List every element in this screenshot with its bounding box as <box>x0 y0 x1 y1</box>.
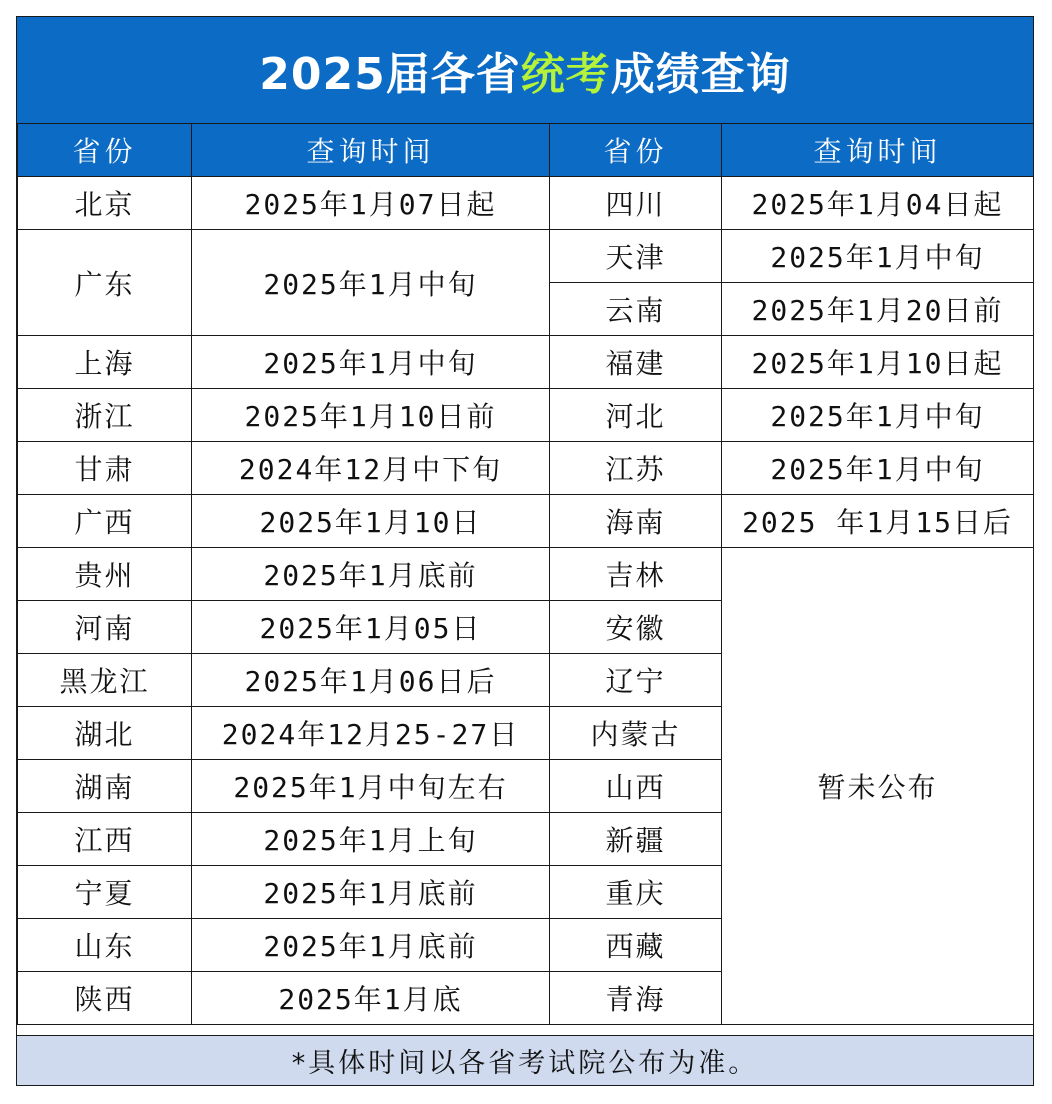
province-cell: 安徽 <box>550 601 722 654</box>
header-province-left: 省份 <box>18 124 192 177</box>
time-cell: 2025年1月底 <box>192 972 550 1025</box>
time-cell: 2025年1月中旬 <box>722 230 1034 283</box>
province-cell: 浙江 <box>18 389 192 442</box>
province-cell: 云南 <box>550 283 722 336</box>
province-cell: 湖北 <box>18 707 192 760</box>
table-row <box>18 177 1034 230</box>
header-time-left: 查询时间 <box>192 124 550 177</box>
province-cell: 广东 <box>18 230 192 336</box>
time-cell: 2025年1月07日起 <box>192 177 550 230</box>
province-cell: 河南 <box>18 601 192 654</box>
time-cell: 2025年1月底前 <box>192 919 550 972</box>
table-row <box>18 389 1034 442</box>
time-cell: 2025 年1月15日后 <box>722 495 1034 548</box>
province-cell: 上海 <box>18 336 192 389</box>
footnote: *具体时间以各省考试院公布为准。 <box>17 1035 1033 1085</box>
province-cell: 青海 <box>550 972 722 1025</box>
time-cell: 2024年12月25-27日 <box>192 707 550 760</box>
time-cell: 2025年1月中旬 <box>722 442 1034 495</box>
time-cell: 2025年1月10日前 <box>192 389 550 442</box>
province-cell: 四川 <box>550 177 722 230</box>
province-cell: 贵州 <box>18 548 192 601</box>
header-time-right: 查询时间 <box>722 124 1034 177</box>
title-bar <box>17 17 1033 124</box>
time-cell: 2025年1月20日前 <box>722 283 1034 336</box>
province-cell: 北京 <box>18 177 192 230</box>
province-cell: 内蒙古 <box>550 707 722 760</box>
score-query-table <box>17 123 1034 1025</box>
time-cell: 2025年1月05日 <box>192 601 550 654</box>
province-cell: 辽宁 <box>550 654 722 707</box>
province-cell: 江苏 <box>550 442 722 495</box>
province-cell: 海南 <box>550 495 722 548</box>
time-cell: 2025年1月底前 <box>192 548 550 601</box>
province-cell: 甘肃 <box>18 442 192 495</box>
province-cell: 黑龙江 <box>18 654 192 707</box>
page-title <box>259 38 790 102</box>
time-cell: 2025年1月04日起 <box>722 177 1034 230</box>
table-row <box>18 336 1034 389</box>
title-suffix: 成绩查询 <box>610 49 791 100</box>
time-cell: 2025年1月上旬 <box>192 813 550 866</box>
time-cell: 2025年1月中旬 <box>722 389 1034 442</box>
time-cell: 2025年1月底前 <box>192 866 550 919</box>
table-row <box>18 495 1034 548</box>
province-cell: 江西 <box>18 813 192 866</box>
province-cell: 吉林 <box>550 548 722 601</box>
score-query-table-frame <box>16 16 1034 1086</box>
header-province-right: 省份 <box>550 124 722 177</box>
time-cell: 2025年1月06日后 <box>192 654 550 707</box>
time-cell: 2025年1月中旬 <box>192 336 550 389</box>
province-cell: 湖南 <box>18 760 192 813</box>
time-cell: 2025年1月中旬左右 <box>192 760 550 813</box>
title-highlight: 统考 <box>520 49 611 100</box>
table-header-row <box>18 124 1034 177</box>
province-cell: 山西 <box>550 760 722 813</box>
province-cell: 天津 <box>550 230 722 283</box>
province-cell: 山东 <box>18 919 192 972</box>
province-cell: 陕西 <box>18 972 192 1025</box>
province-cell: 西藏 <box>550 919 722 972</box>
table-row <box>18 230 1034 283</box>
province-cell: 河北 <box>550 389 722 442</box>
province-cell: 宁夏 <box>18 866 192 919</box>
time-cell: 2025年1月中旬 <box>192 230 550 336</box>
time-cell: 2025年1月10日起 <box>722 336 1034 389</box>
title-prefix: 2025届各省 <box>259 49 521 100</box>
province-cell: 新疆 <box>550 813 722 866</box>
pending-announcement-cell: 暂未公布 <box>722 548 1034 1025</box>
time-cell: 2025年1月10日 <box>192 495 550 548</box>
table-row <box>18 548 1034 601</box>
province-cell: 福建 <box>550 336 722 389</box>
province-cell: 广西 <box>18 495 192 548</box>
province-cell: 重庆 <box>550 866 722 919</box>
table-row <box>18 442 1034 495</box>
time-cell: 2024年12月中下旬 <box>192 442 550 495</box>
